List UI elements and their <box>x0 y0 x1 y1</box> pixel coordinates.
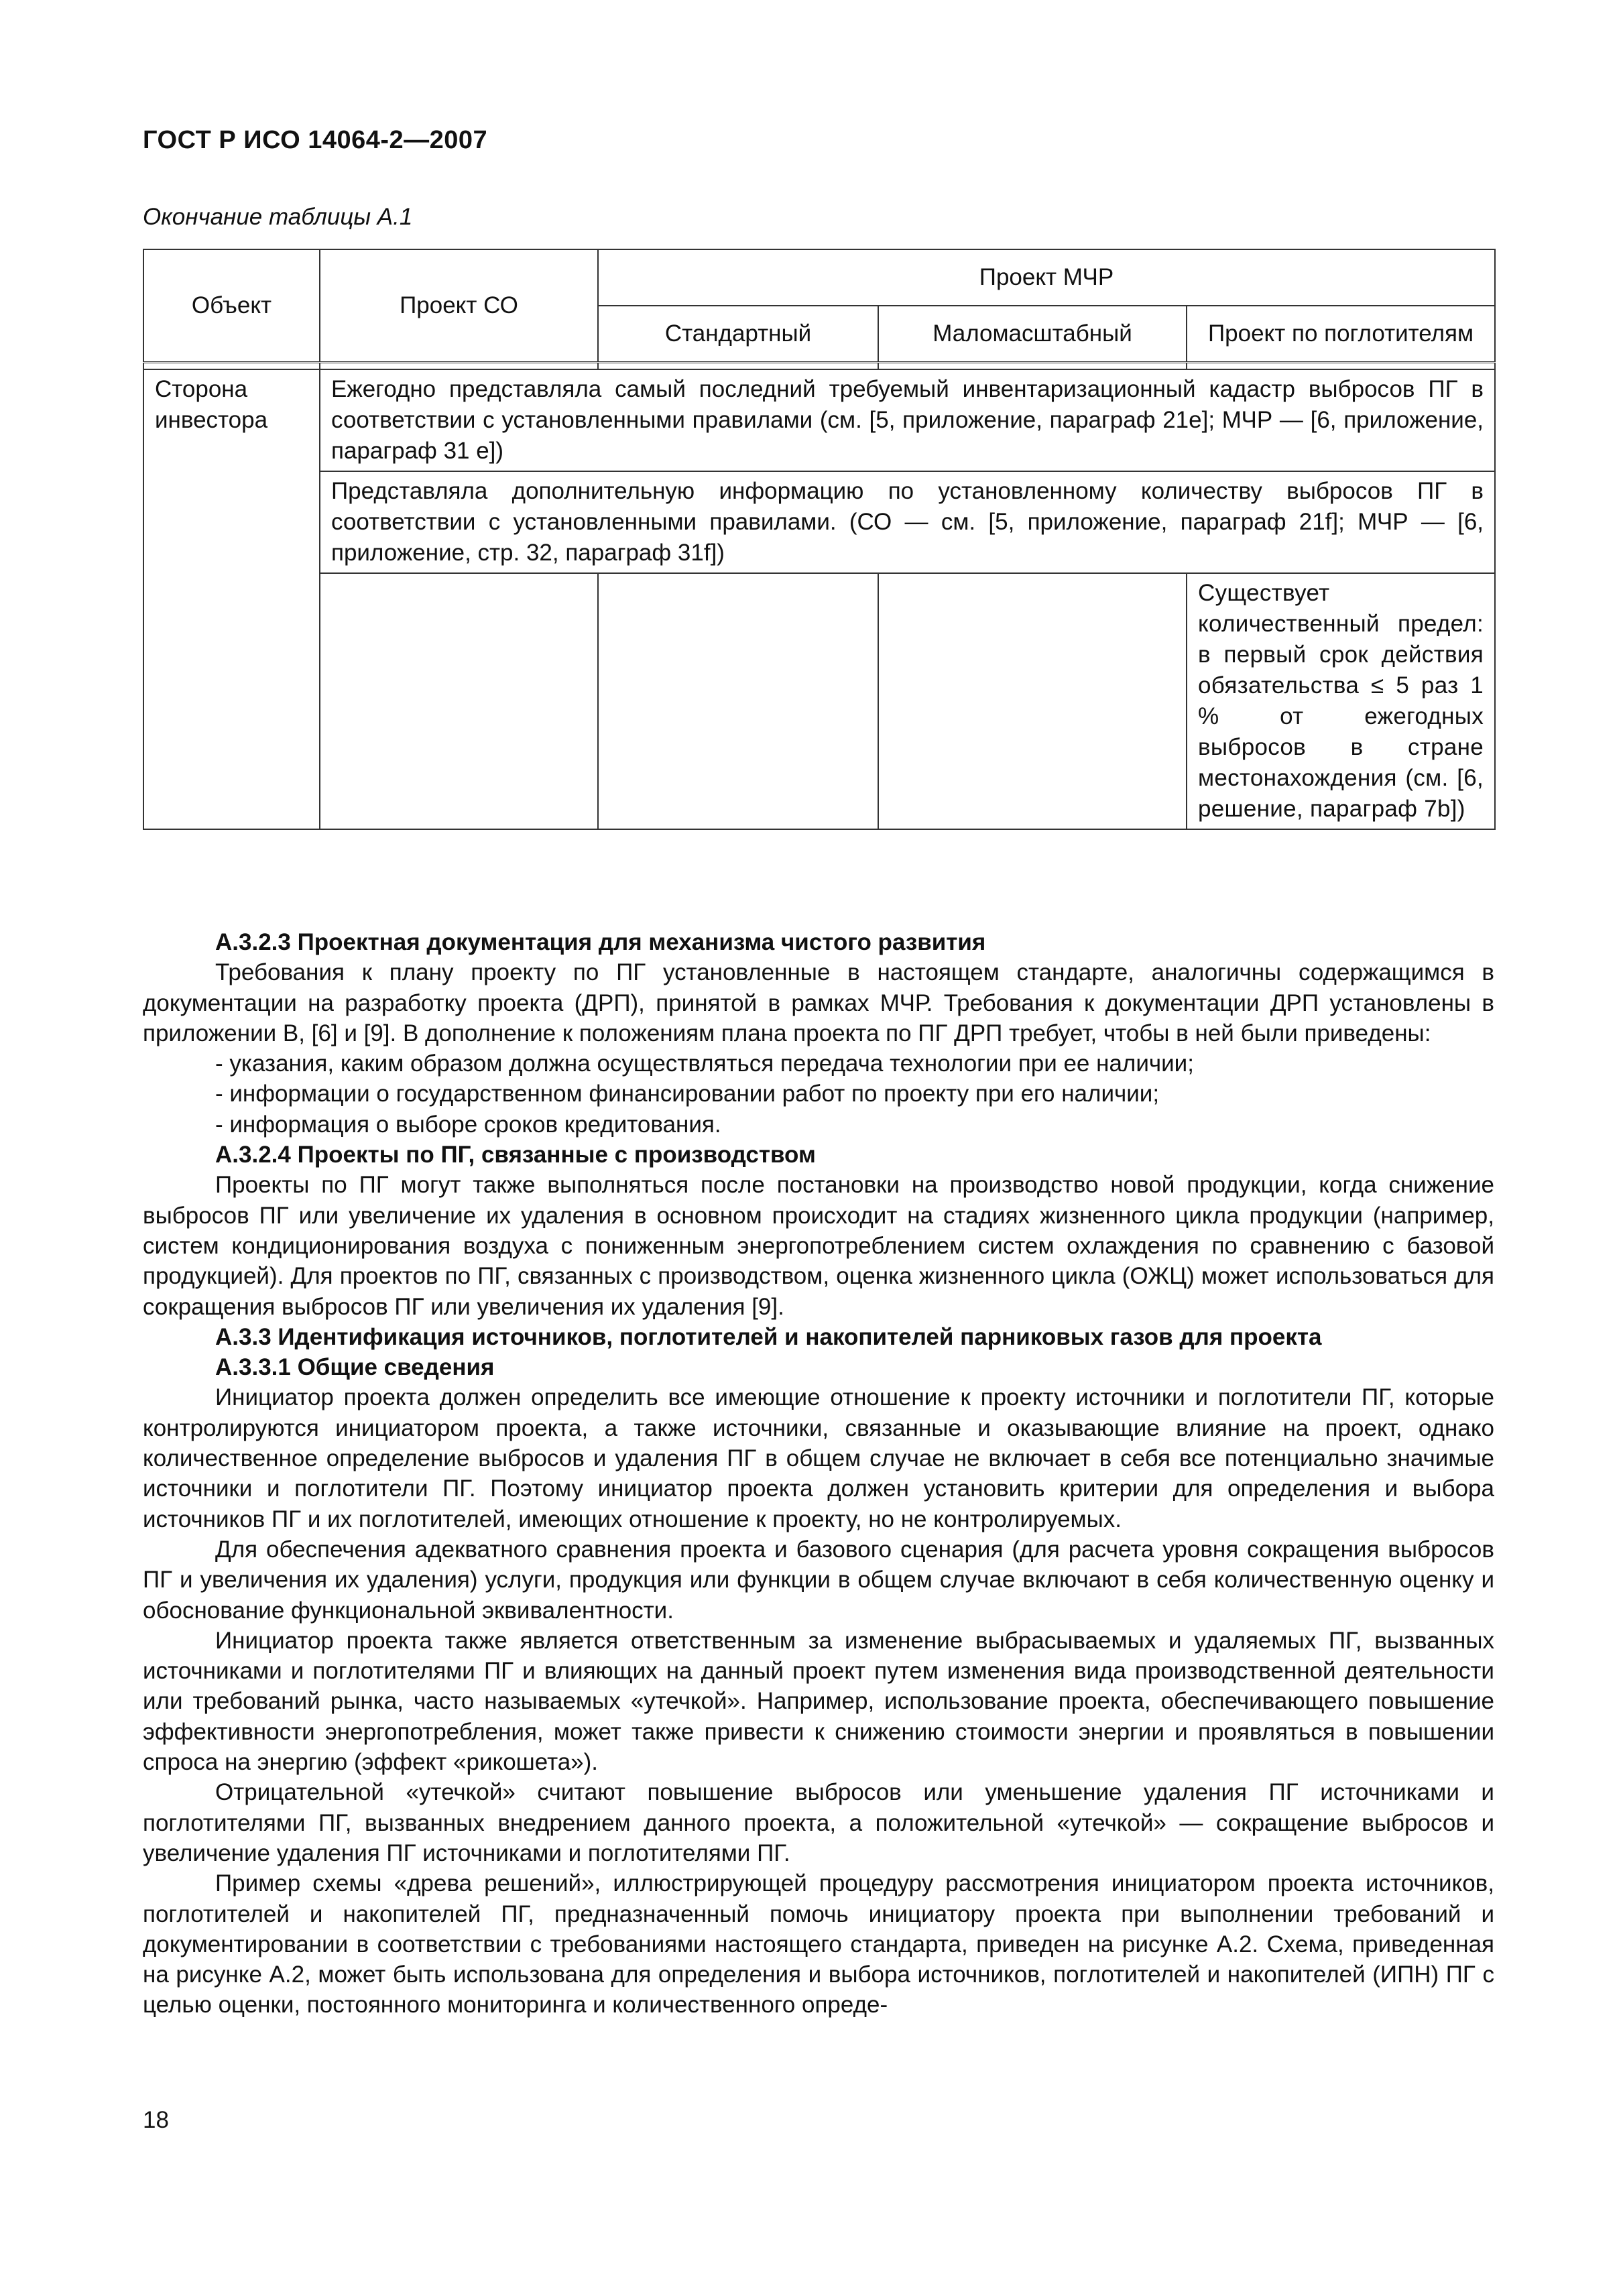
list-item: - информации о государственном финансировании работ по проекту при его наличии; <box>215 1081 1160 1107</box>
table-cell-empty <box>320 573 598 829</box>
table-cell-inventory: Ежегодно представляла самый последний требуемый инвентаризационный кадастр выбросов ПГ в соответствии с установленными правилами (см. [5, приложение, параграф 21е]; МЧР — [6, приложение, параграф 31 е]) <box>320 369 1495 471</box>
list-item: - указания, каким образом должна осуществляться передача технологии при ее наличии; <box>215 1050 1194 1077</box>
paragraph: Проекты по ПГ могут также выполняться после постановки на производство новой продукции, когда снижение выбросов ПГ или увеличение их удаления в основном происходит на стадиях жизненного цикла продукции (например, систем кондиционирования воздуха с пониженным энергопотреблением систем охлаждения по сравнению с базовой продукцией). Для проектов по ПГ, связанных с производством, оценка жизненного цикла (ОЖЦ) может использоваться для сокращения выбросов ПГ или увеличения их удаления [9]. <box>143 1172 1494 1320</box>
paragraph: Пример схемы «древа решений», иллюстрирующей процедуру рассмотрения инициатором проекта источников, поглотителей и накопителей ПГ, предназначенный помочь инициатору проекта при выполнении требований и документировании в соответствии с требованиями настоящего стандарта, приведен на рисунке А.2. Схема, приведенная на рисунке А.2, может быть использована для определения и выбора источников, поглотителей и накопителей (ИПН) ПГ с целью оценки, постоянного мониторинга и количественного опреде- <box>143 1870 1494 2018</box>
section-heading: А.3.2.4 Проекты по ПГ, связанные с производством <box>215 1142 816 1168</box>
table-cell-additional-info: Представляла дополнительную информацию по установленному количеству выбросов ПГ в соответствии с установленными правилами. (СО — см. [5, приложение, параграф 21f]; МЧР — [6, приложение, стр. 32, параграф 31f]) <box>320 471 1495 573</box>
table-cell-limit: Существует количественный предел: в первый срок действия обязательства ≤ 5 раз 1 % от ежегодных выбросов в стране местонахождения (см. [6, решение, параграф 7b]) <box>1187 573 1495 829</box>
row-label-investor: Сторона инвестора <box>143 369 320 829</box>
table-caption: Окончание таблицы А.1 <box>143 204 413 230</box>
paragraph: Отрицательной «утечкой» считают повышение выбросов или уменьшение удаления ПГ источниками и поглотителями ПГ, вызванных внедрением данного проекта, а положительной «утечкой» — сокращение выбросов и увеличение удаления ПГ источниками и поглотителями ПГ. <box>143 1779 1494 1866</box>
table-cell-empty <box>878 573 1187 829</box>
paragraph: Инициатор проекта должен определить все имеющие отношение к проекту источники и поглотители ПГ, которые контролируются инициатором проекта, а также источники, связанные и оказывающие влияние на проект, однако количественное определение выбросов и удаления ПГ в общем случае не включает в себя все потенциально значимые источники и поглотители ПГ. Поэтому инициатор проекта должен установить критерии для определения и выбора источников ПГ и их поглотителей, имеющих отношение к проекту, но не контролируемых. <box>143 1384 1494 1532</box>
body-text <box>143 927 1494 2020</box>
list-item: - информация о выборе сроков кредитования. <box>215 1111 721 1138</box>
header-standard: Стандартный <box>598 306 878 363</box>
paragraph: Инициатор проекта также является ответственным за изменение выбрасываемых и удаляемых ПГ, вызванных источниками и поглотителями ПГ и влияющих на данный проект путем изменения вида производственной деятельности или требований рынка, часто называемых «утечкой». Например, использование проекта, обеспечивающего повышение эффективности энергопотребления, может также привести к снижению стоимости энергии и проявляться в повышении спроса на энергию (эффект «рикошета»). <box>143 1627 1494 1776</box>
section-heading: А.3.2.3 Проектная документация для механизма чистого развития <box>215 929 986 955</box>
data-table <box>143 249 1496 830</box>
page-number: 18 <box>143 2107 169 2133</box>
header-co: Проект СО <box>320 249 598 363</box>
paragraph: Для обеспечения адекватного сравнения проекта и базового сценария (для расчета уровня сокращения выбросов ПГ и увеличения их удаления) услуги, продукция или функции в общем случае включают в себя количественную оценку и обоснование функциональной эквивалентности. <box>143 1536 1494 1624</box>
paragraph: Требования к плану проекту по ПГ установленные в настоящем стандарте, аналогичны содержащимся в документации на разработку проекта (ДРП), принятой в рамках МЧР. Требования к документации ДРП установлены в приложении В, [6] и [9]. В дополнение к положениям плана проекта по ПГ ДРП требует, чтобы в ней были приведены: <box>143 959 1494 1046</box>
table-cell-empty <box>598 573 878 829</box>
header-sink: Проект по поглотителям <box>1187 306 1495 363</box>
header-mchr: Проект МЧР <box>598 249 1495 306</box>
section-heading: А.3.3 Идентификация источников, поглотителей и накопителей парниковых газов для проекта <box>215 1323 1322 1350</box>
section-heading: А.3.3.1 Общие сведения <box>215 1354 495 1381</box>
document-header: ГОСТ Р ИСО 14064-2—2007 <box>143 126 488 154</box>
header-small: Маломасштабный <box>878 306 1187 363</box>
header-object: Объект <box>143 249 320 363</box>
